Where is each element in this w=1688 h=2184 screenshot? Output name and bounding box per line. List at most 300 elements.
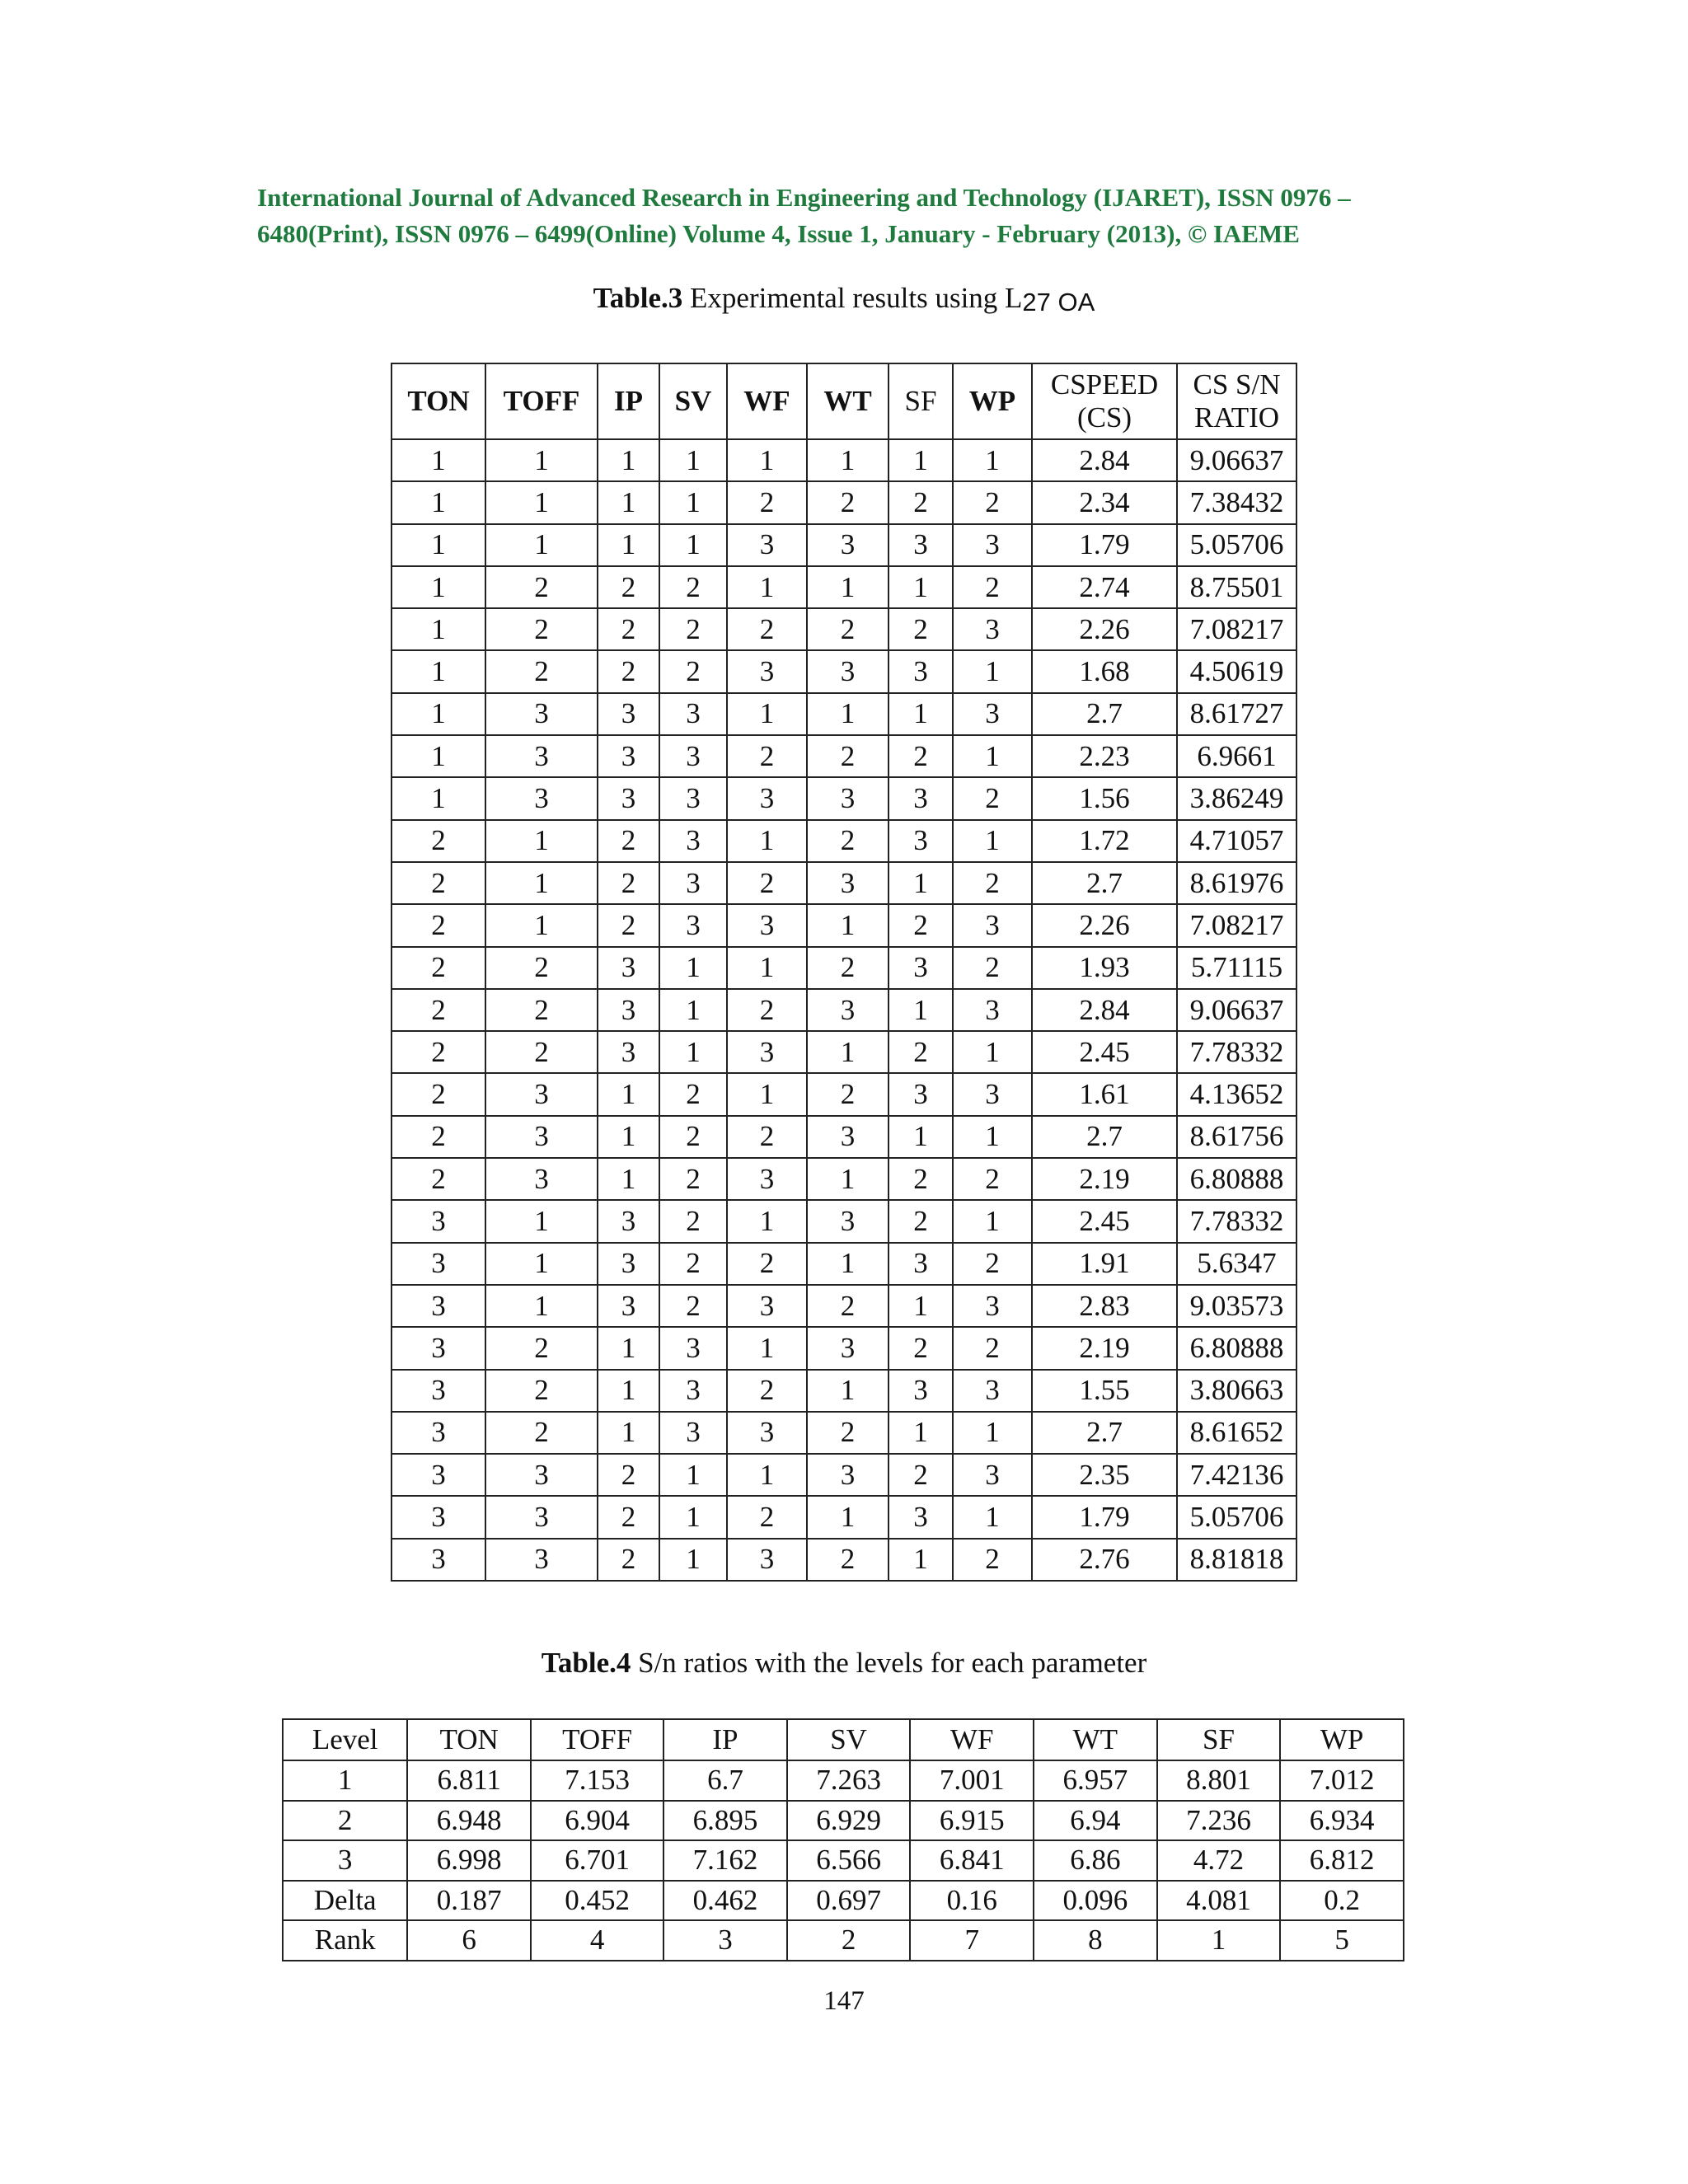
table-cell: 2 xyxy=(727,862,807,904)
table-cell: 3 xyxy=(807,1116,889,1158)
table-cell: 3 xyxy=(807,1454,889,1496)
table-cell: 1 xyxy=(953,1116,1032,1158)
table-cell: 1.91 xyxy=(1032,1243,1177,1285)
table-row xyxy=(283,1801,1404,1841)
table-cell: 2 xyxy=(485,1031,598,1073)
table-row xyxy=(283,1881,1404,1921)
table-cell: 2 xyxy=(807,1412,889,1454)
table-cell: 1 xyxy=(392,439,485,481)
table-cell: 1 xyxy=(727,693,807,735)
table-cell: 1 xyxy=(659,439,727,481)
table-cell: 6.948 xyxy=(407,1801,531,1841)
table-cell: 2 xyxy=(889,1200,953,1242)
table-cell: 2 xyxy=(953,481,1032,523)
table-cell: 3 xyxy=(392,1454,485,1496)
table-cell: 1 xyxy=(889,1412,953,1454)
table3-header-cell: WT xyxy=(807,363,889,439)
table-cell: 2 xyxy=(889,481,953,523)
table-row xyxy=(392,904,1296,946)
table-cell: 2.7 xyxy=(1032,1116,1177,1158)
table-cell: 1 xyxy=(889,693,953,735)
table4-header-cell: Level xyxy=(283,1719,407,1760)
table-cell: 3 xyxy=(392,1243,485,1285)
table-cell: 3 xyxy=(953,1454,1032,1496)
table-cell: 1 xyxy=(485,524,598,566)
table-cell: 1 xyxy=(598,1370,659,1412)
table-row xyxy=(392,650,1296,692)
table-cell: 2.35 xyxy=(1032,1454,1177,1496)
table-cell: 1 xyxy=(953,820,1032,862)
table-cell: 2 xyxy=(787,1920,911,1961)
table-cell: 6.811 xyxy=(407,1760,531,1801)
table-cell: 2 xyxy=(485,650,598,692)
table-cell: 1 xyxy=(953,650,1032,692)
table-cell: 2 xyxy=(953,1158,1032,1200)
table-cell: 3 xyxy=(889,947,953,989)
table-cell: 1 xyxy=(727,820,807,862)
table-cell: 2 xyxy=(807,735,889,777)
table-cell: 1 xyxy=(485,439,598,481)
table-cell: 3.80663 xyxy=(1177,1370,1296,1412)
table-cell: 2 xyxy=(659,1158,727,1200)
table-cell: 3 xyxy=(953,693,1032,735)
table-cell: 8 xyxy=(1034,1920,1157,1961)
table-cell: 2 xyxy=(485,989,598,1031)
table-cell: 2 xyxy=(598,650,659,692)
table4-header-cell: SF xyxy=(1157,1719,1281,1760)
table-cell: 6 xyxy=(407,1920,531,1961)
table-cell: 2 xyxy=(659,1285,727,1327)
table-cell: 1 xyxy=(392,524,485,566)
table-cell: 2 xyxy=(659,1200,727,1242)
table-cell: 1 xyxy=(485,1285,598,1327)
table-cell: 2 xyxy=(485,608,598,650)
table-cell: 3 xyxy=(953,904,1032,946)
table-cell: 1 xyxy=(889,439,953,481)
table-cell: 1 xyxy=(598,481,659,523)
table-cell: 2 xyxy=(659,566,727,608)
table-cell: 1 xyxy=(659,524,727,566)
table-cell: 2.7 xyxy=(1032,693,1177,735)
table3-caption-subscript: 27 OA xyxy=(1022,288,1095,316)
table-cell: 2 xyxy=(953,1327,1032,1369)
table-cell: 3 xyxy=(659,693,727,735)
table-cell: 8.75501 xyxy=(1177,566,1296,608)
table-cell: 1 xyxy=(659,1031,727,1073)
table-cell: 2 xyxy=(889,608,953,650)
table-cell: 8.801 xyxy=(1157,1760,1281,1801)
table-cell: 3 xyxy=(659,820,727,862)
table-cell: 1 xyxy=(953,1412,1032,1454)
table-cell: 3 xyxy=(598,947,659,989)
table-cell: 1 xyxy=(659,481,727,523)
table-cell: 6.998 xyxy=(407,1840,531,1881)
table-cell: 2 xyxy=(659,650,727,692)
table-cell: 3 xyxy=(727,777,807,819)
table-cell: 7.236 xyxy=(1157,1801,1281,1841)
table-cell: 8.61976 xyxy=(1177,862,1296,904)
table4-caption xyxy=(0,1647,1688,1680)
table-row xyxy=(392,1116,1296,1158)
table-cell: 1 xyxy=(485,1243,598,1285)
table-cell: 3 xyxy=(392,1200,485,1242)
table-cell: 2 xyxy=(598,820,659,862)
table-cell: 2 xyxy=(485,1370,598,1412)
table-cell: 1 xyxy=(598,524,659,566)
table-cell: 2 xyxy=(598,1454,659,1496)
table-cell: 6.957 xyxy=(1034,1760,1157,1801)
table-cell: 3 xyxy=(659,862,727,904)
table-row xyxy=(392,1496,1296,1538)
table-cell: 1 xyxy=(485,904,598,946)
table-cell: 1 xyxy=(659,1454,727,1496)
table-cell: 3 xyxy=(598,693,659,735)
table-cell: 2 xyxy=(807,947,889,989)
table-cell: 1 xyxy=(283,1760,407,1801)
table-cell: 6.904 xyxy=(531,1801,663,1841)
table-cell: 3 xyxy=(485,1073,598,1115)
table-row xyxy=(392,608,1296,650)
table-row xyxy=(392,439,1296,481)
experimental-results-table xyxy=(391,363,1297,1582)
table-cell: 3 xyxy=(392,1327,485,1369)
table-cell: 3 xyxy=(889,777,953,819)
table-cell: 2.74 xyxy=(1032,566,1177,608)
table-cell: 1 xyxy=(1157,1920,1281,1961)
table-cell: 1 xyxy=(659,989,727,1031)
table-cell: 2 xyxy=(485,1327,598,1369)
table-cell: 5.05706 xyxy=(1177,524,1296,566)
table-cell: 3 xyxy=(392,1539,485,1581)
table-row xyxy=(392,947,1296,989)
table-cell: 2.7 xyxy=(1032,862,1177,904)
table-cell: 2 xyxy=(807,1073,889,1115)
table-cell: 0.452 xyxy=(531,1881,663,1921)
table-cell: 6.86 xyxy=(1034,1840,1157,1881)
table-cell: 4 xyxy=(531,1920,663,1961)
table-cell: 3 xyxy=(889,1243,953,1285)
table-row xyxy=(392,566,1296,608)
table-row xyxy=(392,989,1296,1031)
table-cell: 7.263 xyxy=(787,1760,911,1801)
table-cell: 0.187 xyxy=(407,1881,531,1921)
table-cell: 3 xyxy=(392,1412,485,1454)
table-cell: 1 xyxy=(485,862,598,904)
table-cell: 4.71057 xyxy=(1177,820,1296,862)
table-cell: 3.86249 xyxy=(1177,777,1296,819)
table-row xyxy=(392,777,1296,819)
table-cell: 1 xyxy=(807,693,889,735)
table-cell: 2 xyxy=(392,1073,485,1115)
table-cell: 1 xyxy=(727,566,807,608)
table-cell: 9.03573 xyxy=(1177,1285,1296,1327)
table-cell: 8.61652 xyxy=(1177,1412,1296,1454)
table-cell: 1 xyxy=(727,1073,807,1115)
table-cell: 3 xyxy=(807,1327,889,1369)
table-cell: 2 xyxy=(485,566,598,608)
table-row xyxy=(392,820,1296,862)
table-row xyxy=(392,524,1296,566)
table-cell: 1.68 xyxy=(1032,650,1177,692)
table-cell: 2 xyxy=(807,1539,889,1581)
table-cell: 2 xyxy=(889,1158,953,1200)
table-cell: 2.23 xyxy=(1032,735,1177,777)
table-cell: 2.26 xyxy=(1032,608,1177,650)
page-number: 147 xyxy=(823,1986,865,2016)
table3-body xyxy=(392,439,1296,1581)
table-cell: 6.934 xyxy=(1280,1801,1404,1841)
table-cell: 1.72 xyxy=(1032,820,1177,862)
table-cell: 7.42136 xyxy=(1177,1454,1296,1496)
table-cell: 3 xyxy=(889,524,953,566)
table-cell: 6.566 xyxy=(787,1840,911,1881)
table-cell: 4.081 xyxy=(1157,1881,1281,1921)
table-cell: 1 xyxy=(953,1496,1032,1538)
table-cell: 8.81818 xyxy=(1177,1539,1296,1581)
table-cell: 2 xyxy=(598,862,659,904)
table-cell: 3 xyxy=(953,1073,1032,1115)
table-cell: 1 xyxy=(807,904,889,946)
table-cell: 1 xyxy=(953,735,1032,777)
table-cell: 2 xyxy=(889,1327,953,1369)
table-cell: 2 xyxy=(392,904,485,946)
table-cell: 1.61 xyxy=(1032,1073,1177,1115)
table-cell: 7.78332 xyxy=(1177,1031,1296,1073)
table-cell: 3 xyxy=(889,1073,953,1115)
table-cell: 0.697 xyxy=(787,1881,911,1921)
table-cell: 1 xyxy=(807,1243,889,1285)
table-cell: 3 xyxy=(727,1285,807,1327)
table-cell: 1 xyxy=(598,439,659,481)
table-cell: 3 xyxy=(889,650,953,692)
table-cell: 3 xyxy=(485,1496,598,1538)
table-cell: 2.84 xyxy=(1032,439,1177,481)
table-cell: 2 xyxy=(953,862,1032,904)
table-cell: 2 xyxy=(807,608,889,650)
table-cell: 3 xyxy=(807,862,889,904)
table-cell: 2 xyxy=(598,904,659,946)
table-row xyxy=(392,1243,1296,1285)
table-cell: 2 xyxy=(598,566,659,608)
table-row xyxy=(283,1840,1404,1881)
table4-header-cell: TOFF xyxy=(531,1719,663,1760)
table-cell: 3 xyxy=(659,1327,727,1369)
table-cell: 1 xyxy=(485,1200,598,1242)
table-cell: 7 xyxy=(910,1920,1034,1961)
table-cell: 3 xyxy=(485,693,598,735)
table-cell: 3 xyxy=(598,777,659,819)
table-cell: 1 xyxy=(659,947,727,989)
table-cell: 1 xyxy=(392,481,485,523)
table-cell: 2 xyxy=(889,1454,953,1496)
table-cell: 3 xyxy=(485,735,598,777)
table-cell: 1 xyxy=(889,566,953,608)
table-cell: 1 xyxy=(485,820,598,862)
table4-body xyxy=(283,1760,1404,1961)
table-cell: 1 xyxy=(598,1073,659,1115)
table-cell: 2 xyxy=(392,947,485,989)
table4-header-cell: WT xyxy=(1034,1719,1157,1760)
table4-caption-text: S/n ratios with the levels for each parameter xyxy=(631,1647,1147,1679)
table-cell: 7.78332 xyxy=(1177,1200,1296,1242)
table-cell: 6.701 xyxy=(531,1840,663,1881)
table-cell: 5.05706 xyxy=(1177,1496,1296,1538)
table-cell: 2 xyxy=(953,566,1032,608)
table-cell: 1 xyxy=(889,1539,953,1581)
table-cell: 2 xyxy=(889,1031,953,1073)
table-row xyxy=(392,1327,1296,1369)
table-cell: 2 xyxy=(392,862,485,904)
table-cell: 2 xyxy=(392,820,485,862)
table-cell: 3 xyxy=(598,735,659,777)
table-cell: 6.9661 xyxy=(1177,735,1296,777)
table-cell: 1 xyxy=(485,481,598,523)
table-cell: 2 xyxy=(598,1496,659,1538)
table-cell: 1.79 xyxy=(1032,524,1177,566)
table-row xyxy=(392,1539,1296,1581)
table-cell: 1 xyxy=(889,1285,953,1327)
table-cell: 3 xyxy=(485,1158,598,1200)
table-cell: 1 xyxy=(889,1116,953,1158)
table-cell: 4.50619 xyxy=(1177,650,1296,692)
table-cell: 2.45 xyxy=(1032,1031,1177,1073)
table3-caption-text: Experimental results using L xyxy=(682,282,1023,314)
table-cell: 7.001 xyxy=(910,1760,1034,1801)
table-cell: 3 xyxy=(598,1200,659,1242)
table-row xyxy=(392,1412,1296,1454)
table-cell: 1.55 xyxy=(1032,1370,1177,1412)
table-row xyxy=(392,1370,1296,1412)
table-cell: 3 xyxy=(392,1370,485,1412)
table-cell: 3 xyxy=(659,1412,727,1454)
table-row xyxy=(392,1031,1296,1073)
table-cell: 1 xyxy=(953,439,1032,481)
table-cell: 2 xyxy=(659,608,727,650)
table-cell: 1 xyxy=(727,439,807,481)
table-cell: 2 xyxy=(392,989,485,1031)
table-cell: 5.71115 xyxy=(1177,947,1296,989)
table-cell: 3 xyxy=(485,1454,598,1496)
table4-header-cell: WF xyxy=(910,1719,1034,1760)
table4-caption-label: Table.4 xyxy=(541,1647,631,1679)
table-cell: 2.45 xyxy=(1032,1200,1177,1242)
table-cell: 1 xyxy=(659,1539,727,1581)
table-cell: 6.929 xyxy=(787,1801,911,1841)
table-cell: 2 xyxy=(953,1539,1032,1581)
table-cell: 3 xyxy=(663,1920,787,1961)
table-cell: 7.162 xyxy=(663,1840,787,1881)
table-cell: 1 xyxy=(392,777,485,819)
table-cell: 2 xyxy=(953,1243,1032,1285)
table-cell: 6.94 xyxy=(1034,1801,1157,1841)
table-cell: 2 xyxy=(807,820,889,862)
table-row xyxy=(283,1920,1404,1961)
table-cell: 2 xyxy=(659,1073,727,1115)
table4-header-cell: SV xyxy=(787,1719,911,1760)
table-row xyxy=(392,1285,1296,1327)
table-cell: 2 xyxy=(392,1031,485,1073)
table-cell: 7.153 xyxy=(531,1760,663,1801)
table-cell: 3 xyxy=(659,735,727,777)
table-row xyxy=(392,1073,1296,1115)
table-cell: 2 xyxy=(598,1539,659,1581)
table-row xyxy=(392,481,1296,523)
table3-caption xyxy=(0,282,1688,315)
table-cell: 7.012 xyxy=(1280,1760,1404,1801)
table-cell: 3 xyxy=(659,1370,727,1412)
table-cell: 6.841 xyxy=(910,1840,1034,1881)
table-cell: 1 xyxy=(807,1370,889,1412)
table3-header-cell: CS S/N RATIO xyxy=(1177,363,1296,439)
table-row xyxy=(392,693,1296,735)
table-cell: 4.13652 xyxy=(1177,1073,1296,1115)
table-cell: 6.915 xyxy=(910,1801,1034,1841)
table-row xyxy=(392,862,1296,904)
table-cell: 3 xyxy=(953,989,1032,1031)
table-row xyxy=(283,1760,1404,1801)
table-cell: 3 xyxy=(485,1539,598,1581)
table-cell: 2 xyxy=(485,1412,598,1454)
table-cell: 3 xyxy=(807,989,889,1031)
table-cell: 3 xyxy=(727,650,807,692)
table-cell: 2 xyxy=(807,1285,889,1327)
table-cell: 2 xyxy=(807,481,889,523)
table-cell: 2 xyxy=(953,947,1032,989)
table4-header-cell: TON xyxy=(407,1719,531,1760)
table-cell: 2 xyxy=(727,1116,807,1158)
table4-header-cell: IP xyxy=(663,1719,787,1760)
table-cell: 1.56 xyxy=(1032,777,1177,819)
table3-header-cell: TOFF xyxy=(485,363,598,439)
table3-header-cell: WP xyxy=(953,363,1032,439)
table-cell: 6.80888 xyxy=(1177,1158,1296,1200)
table-cell: 1 xyxy=(598,1116,659,1158)
sn-ratio-levels-table xyxy=(282,1718,1404,1961)
table-cell: 1 xyxy=(889,989,953,1031)
table-cell: 1.79 xyxy=(1032,1496,1177,1538)
table-cell: 0.2 xyxy=(1280,1881,1404,1921)
table4-header-row xyxy=(283,1719,1404,1760)
table3-header-cell: SV xyxy=(659,363,727,439)
table-cell: 1 xyxy=(392,566,485,608)
table-cell: 2 xyxy=(392,1158,485,1200)
table3-header-cell: IP xyxy=(598,363,659,439)
table-cell: 2 xyxy=(598,608,659,650)
table-row xyxy=(392,1158,1296,1200)
table3-header-cell: CSPEED (CS) xyxy=(1032,363,1177,439)
table-cell: 4.72 xyxy=(1157,1840,1281,1881)
table-cell: 2.83 xyxy=(1032,1285,1177,1327)
table-cell: 2.7 xyxy=(1032,1412,1177,1454)
table-cell: 2.26 xyxy=(1032,904,1177,946)
table-cell: 1 xyxy=(727,1454,807,1496)
table3-header-cell: TON xyxy=(392,363,485,439)
table-cell: Delta xyxy=(283,1881,407,1921)
table-cell: 1 xyxy=(727,1327,807,1369)
table-cell: 3 xyxy=(598,989,659,1031)
table-cell: 3 xyxy=(889,820,953,862)
journal-header xyxy=(257,180,1444,252)
table3-caption-label: Table.3 xyxy=(593,282,683,314)
table-cell: 3 xyxy=(598,1285,659,1327)
table-cell: 3 xyxy=(598,1243,659,1285)
table-cell: 7.08217 xyxy=(1177,904,1296,946)
table-cell: 1 xyxy=(598,1327,659,1369)
table-cell: 1 xyxy=(953,1200,1032,1242)
table-cell: 6.812 xyxy=(1280,1840,1404,1881)
table-cell: 3 xyxy=(953,1285,1032,1327)
table-cell: 3 xyxy=(727,904,807,946)
